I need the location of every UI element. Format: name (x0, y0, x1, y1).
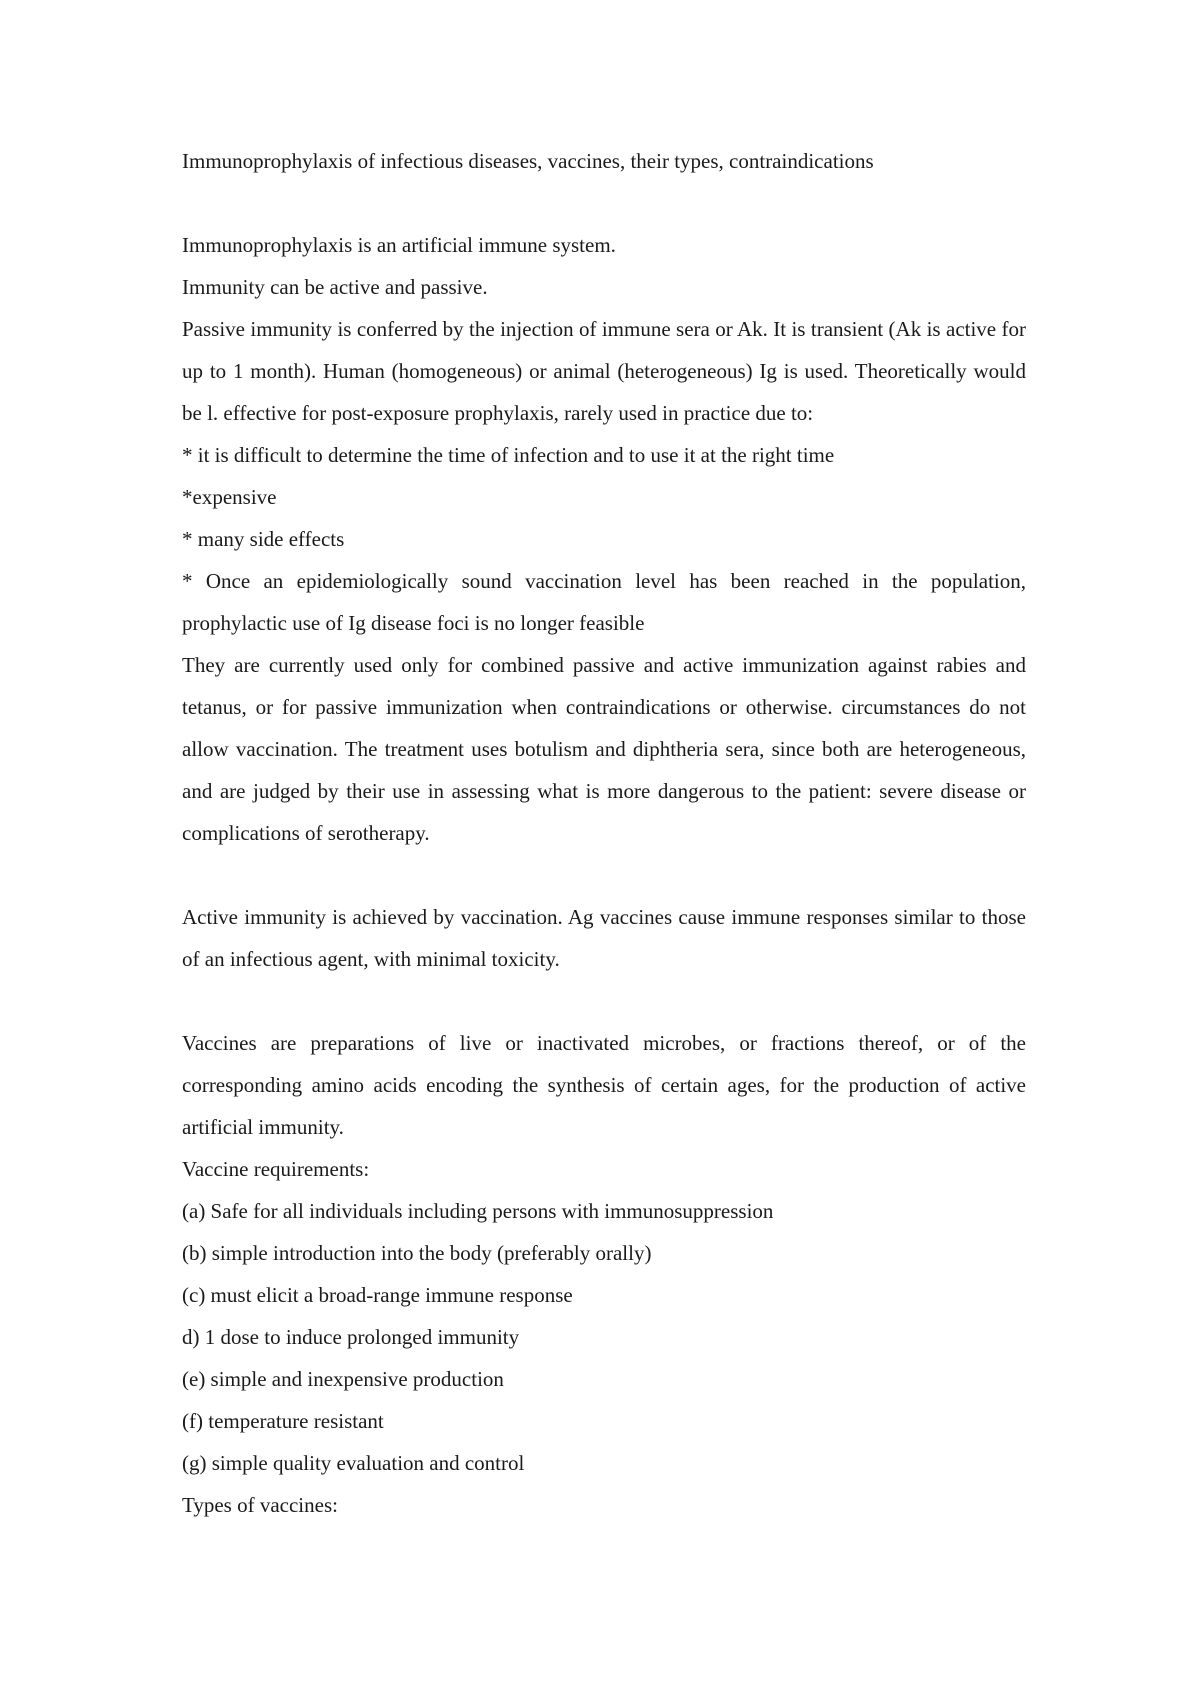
document-page (182, 140, 1026, 1526)
requirement-item: d) 1 dose to induce prolonged immunity (182, 1325, 520, 1349)
definition-line: Immunoprophylaxis is an artificial immune system. (182, 233, 616, 257)
immunity-types-line: Immunity can be active and passive. (182, 275, 488, 299)
requirements-heading: Vaccine requirements: (182, 1157, 370, 1181)
spacer (182, 854, 1026, 896)
active-immunity-paragraph: Active immunity is achieved by vaccination. Ag vaccines cause immune responses similar to those of an infectious agent, with minimal toxicity. (182, 905, 1026, 971)
requirement-item: (c) must elicit a broad-range immune response (182, 1283, 573, 1307)
usage-paragraph: They are currently used only for combined passive and active immunization against rabies and tetanus, or for passive immunization when contraindications or otherwise. circumstances do not allow vaccination. The treatment uses botulism and diphtheria sera, since both are heterogeneous, and are judged by their use in assessing what is more dangerous to the patient: severe disease or complications of serotherapy. (182, 653, 1026, 845)
bullet-item: * many side effects (182, 527, 345, 551)
document-title: Immunoprophylaxis of infectious diseases, vaccines, their types, contraindications (182, 149, 874, 173)
requirement-item: (g) simple quality evaluation and control (182, 1451, 525, 1475)
spacer (182, 182, 1026, 224)
types-heading: Types of vaccines: (182, 1493, 338, 1517)
vaccines-definition-paragraph: Vaccines are preparations of live or inactivated microbes, or fractions thereof, or of the corresponding amino acids encoding the synthesis of certain ages, for the production of active artificial immunity. (182, 1031, 1026, 1139)
requirement-item: (f) temperature resistant (182, 1409, 384, 1433)
passive-immunity-paragraph: Passive immunity is conferred by the injection of immune sera or Ak. It is transient (Ak is active for up to 1 month). Human (homogeneous) or animal (heterogeneous) Ig is used. Theoretically would be l. effective for post-exposure prophylaxis, rarely used in practice due to: (182, 317, 1026, 425)
bullet-item: * it is difficult to determine the time of infection and to use it at the right time (182, 443, 835, 467)
requirement-item: (e) simple and inexpensive production (182, 1367, 504, 1391)
requirement-item: (a) Safe for all individuals including persons with immunosuppression (182, 1199, 774, 1223)
bullet-item: * Once an epidemiologically sound vaccination level has been reached in the population, prophylactic use of Ig disease foci is no longer feasible (182, 569, 1026, 635)
spacer (182, 980, 1026, 1022)
requirement-item: (b) simple introduction into the body (preferably orally) (182, 1241, 652, 1265)
bullet-item: *expensive (182, 485, 277, 509)
